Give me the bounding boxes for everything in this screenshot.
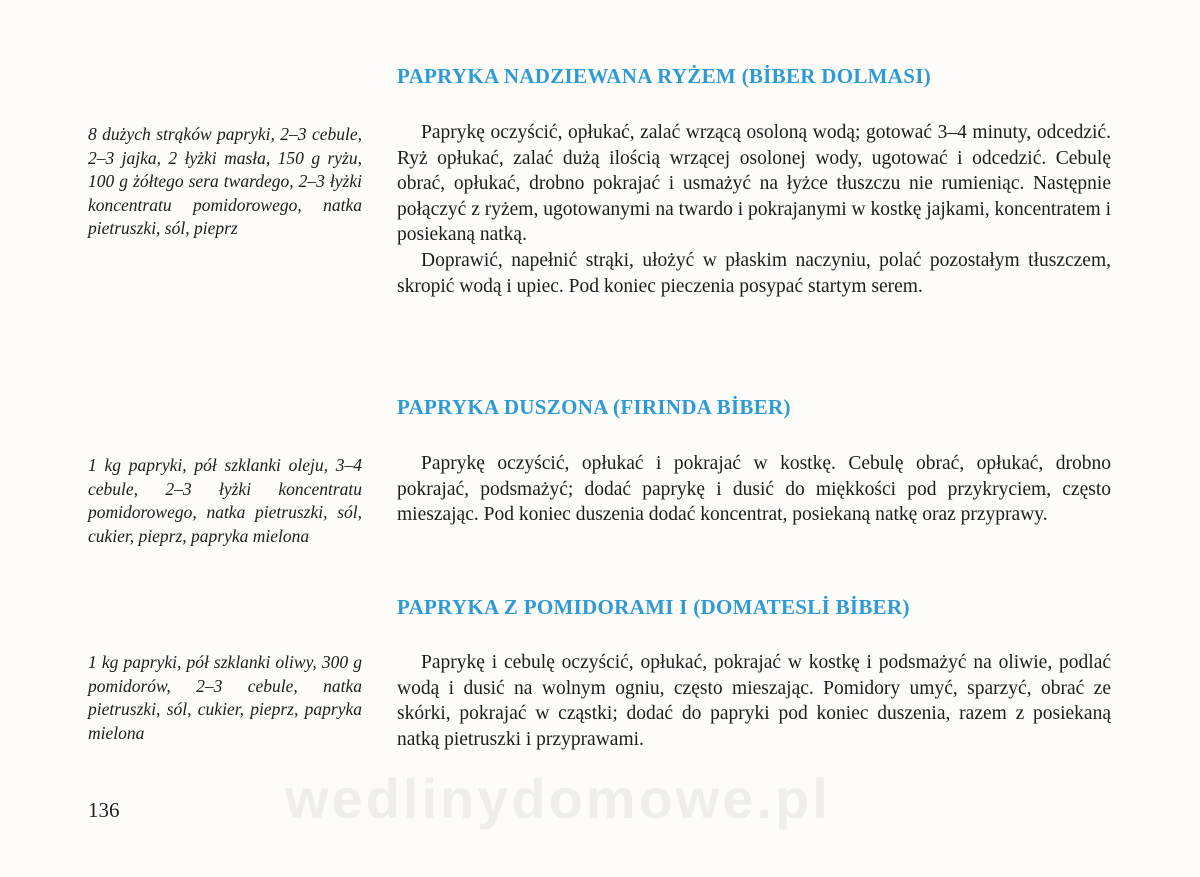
recipe-2-paragraph: Paprykę oczyścić, opłukać i pokrajać w kostkę. Cebulę obrać, opłukać, drobno pokrajać, podsmażyć; dodać paprykę i dusić do miękkości pod przykryciem, często mieszając. Pod koniec duszenia dodać koncentrat, posiekaną natkę oraz przyprawy. <box>397 453 1111 526</box>
recipe-2-method <box>397 451 1111 528</box>
recipe-1-method <box>397 120 1111 299</box>
recipe-1-ingredients: 8 dużych strąków papryki, 2–3 cebule, 2–3 jajka, 2 łyżki masła, 150 g ryżu, 100 g żółtego sera twardego, 2–3 łyżki koncentratu pomidorowego, natka pietruszki, sól, pieprz <box>88 124 362 239</box>
recipe-1-title: PAPRYKA NADZIEWANA RYŻEM (BİBER DOLMASI) <box>397 64 932 88</box>
recipe-3-method <box>397 650 1111 752</box>
recipe-1-paragraph: Doprawić, napełnić strąki, ułożyć w płaskim naczyniu, polać pozostałym tłuszczem, skropić wodą i upiec. Pod koniec pieczenia posypać startym serem. <box>397 249 1111 297</box>
recipe-3-title: PAPRYKA Z POMIDORAMI I (DOMATESLİ BİBER) <box>397 595 910 619</box>
recipe-2-title: PAPRYKA DUSZONA (FIRINDA BİBER) <box>397 395 791 419</box>
watermark: wedlinydomowe.pl <box>285 767 831 830</box>
recipe-2-ingredients: 1 kg papryki, pół szklanki oleju, 3–4 cebule, 2–3 łyżki koncentratu pomidorowego, natka pietruszki, sól, cukier, pieprz, papryka mielona <box>88 455 362 546</box>
page-number: 136 <box>88 798 120 822</box>
recipe-1-paragraph: Paprykę oczyścić, opłukać, zalać wrzącą osoloną wodą; gotować 3–4 minuty, odcedzić. Ryż opłukać, zalać dużą ilością wrzącej osolonej wody, ugotować i odcedzić. Cebulę obrać, opłukać, drobno pokrajać i usmażyć na łyżce tłuszczu nie rumieniąc. Następnie połączyć z ryżem, ugotowanymi na twardo i pokrajanymi w kostkę jajkami, koncentratem i posiekaną natką. <box>397 122 1111 246</box>
recipe-3-paragraph: Paprykę i cebulę oczyścić, opłukać, pokrajać w kostkę i podsmażyć na oliwie, podlać wodą i dusić na wolnym ogniu, często mieszając. Pomidory umyć, sparzyć, obrać ze skórki, pokrajać w cząstki; dodać do papryki pod koniec duszenia, razem z posiekaną natką pietruszki i przyprawami. <box>397 652 1111 750</box>
recipe-3-ingredients: 1 kg papryki, pół szklanki oliwy, 300 g pomidorów, 2–3 cebule, natka pietruszki, sól, cukier, pieprz, papryka mielona <box>88 652 362 743</box>
